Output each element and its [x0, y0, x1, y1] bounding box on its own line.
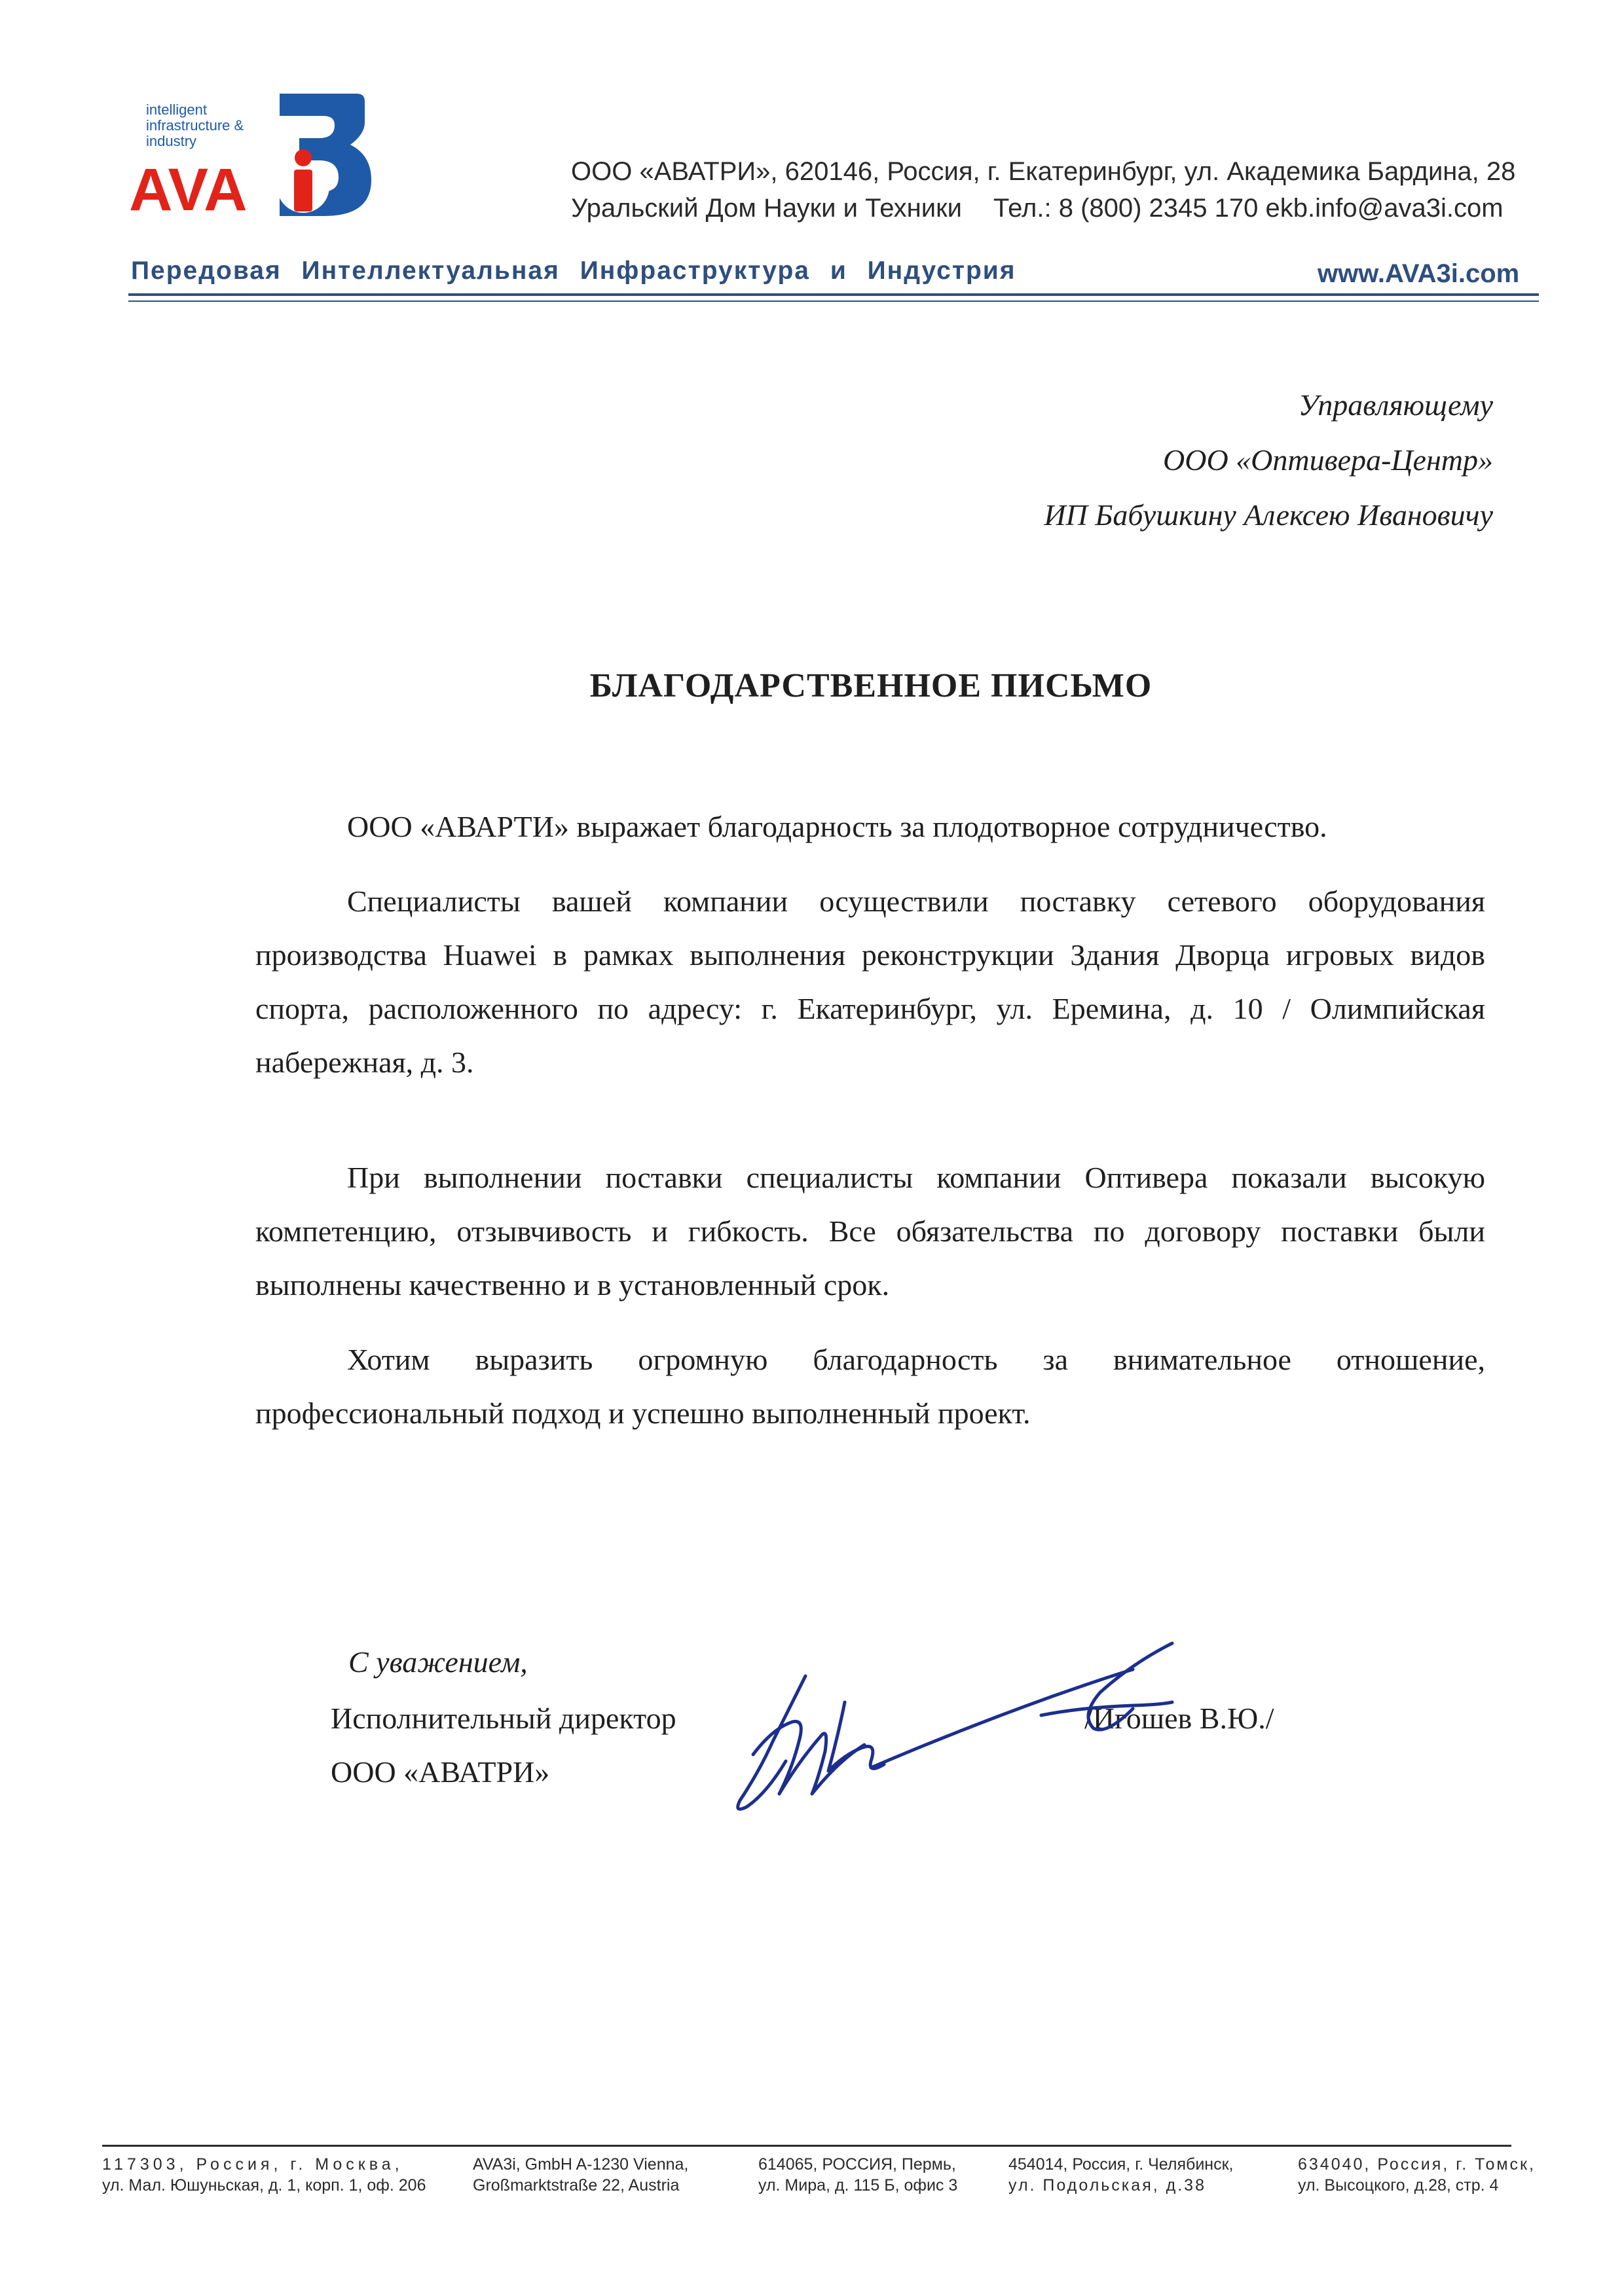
- footer-office-line: 117303, Россия, г. Москва,: [102, 2155, 403, 2174]
- letter-paragraph-2: Специалисты вашей компании осуществили поставку сетевого оборудования производства Huawei в рамках выполнения реконструкции Здания Дворца игровых видов спорта, расположенного по адресу: г. Екатеринбург, ул. Еремина, д. 10 / Олимпийская набережная, д. 3.: [255, 884, 1485, 1079]
- footer-office-line: Großmarktstraße 22, Austria: [473, 2176, 680, 2195]
- footer-office-perm: [758, 2154, 957, 2196]
- footer-office-line: ул. Высоцкого, д.28, стр. 4: [1298, 2176, 1499, 2195]
- signer-name: /Игошев В.Ю./: [1084, 1702, 1274, 1735]
- company-address: ООО «АВАТРИ», 620146, Россия, г. Екатеринбург, ул. Академика Бардина, 28: [571, 157, 1516, 186]
- letter-paragraph-4: Хотим выразить огромную благодарность за внимательное отношение, профессиональный подход и успешно выполненный проект.: [255, 1343, 1485, 1430]
- letter-paragraph-3: При выполнении поставки специалисты компании Оптивера показали высокую компетенцию, отзывчивость и гибкость. Все обязательства по договору поставки были выполнены качественно и в установленный срок.: [255, 1161, 1485, 1302]
- footer-office-line: ул. Подольская, д.38: [1008, 2176, 1206, 2195]
- footer-office-vienna: [473, 2154, 688, 2196]
- header-divider-thin: [128, 301, 1539, 302]
- footer-office-line: ул. Мал. Юшуньская, д. 1, корп. 1, оф. 206: [102, 2176, 426, 2195]
- footer-office-line: 634040, Россия, г. Томск,: [1298, 2155, 1536, 2174]
- signature-stroke-1: [738, 1676, 805, 1809]
- company-tagline: Передовая Интеллектуальная Инфраструктура и Индустрия: [131, 257, 1016, 285]
- addressee-role: Управляющему: [1298, 388, 1493, 422]
- company-logo: [128, 82, 383, 223]
- signature-stroke-6: [1041, 1702, 1172, 1715]
- letter-title: БЛАГОДАРСТВЕННОЕ ПИСЬМО: [589, 667, 1153, 704]
- signer-company: ООО «АВАТРИ»: [331, 1755, 550, 1789]
- company-building: Уральский Дом Науки и Техники: [571, 194, 962, 223]
- signer-position: Исполнительный директор: [331, 1702, 676, 1735]
- footer-divider: [102, 2145, 1511, 2147]
- footer-office-moscow: [102, 2154, 426, 2196]
- company-website: www.AVA3i.com: [1318, 259, 1520, 288]
- letter-closing: С уважением,: [348, 1645, 528, 1679]
- logo-graphic: [128, 82, 383, 223]
- logo-tagline-1: intelligent: [146, 101, 207, 118]
- footer-office-line: AVA3i, GmbH A-1230 Vienna,: [473, 2155, 689, 2174]
- signature-icon: [714, 1630, 1185, 1827]
- footer-office-chelyabinsk: [1008, 2154, 1233, 2196]
- addressee-person: ИП Бабушкину Алексею Ивановичу: [1044, 498, 1493, 532]
- logo-i-stem: [294, 170, 312, 211]
- logo-tagline-2: infrastructure &: [146, 117, 244, 134]
- signature-stroke-3: [828, 1702, 884, 1771]
- footer-office-line: 614065, РОССИЯ, Пермь,: [758, 2155, 956, 2174]
- logo-tagline-3: industry: [146, 133, 197, 149]
- logo-i-dot: [295, 149, 312, 166]
- footer-office-tomsk: [1298, 2154, 1536, 2196]
- handwritten-signature: [714, 1630, 1185, 1827]
- company-contacts: [571, 194, 1504, 223]
- signature-stroke-5: [1088, 1643, 1172, 1730]
- header-divider-thick: [128, 293, 1539, 296]
- footer-office-line: 454014, Россия, г. Челябинск,: [1008, 2155, 1234, 2174]
- addressee-company: ООО «Оптивера-Центр»: [1163, 443, 1493, 477]
- signature-stroke-4: [871, 1669, 1133, 1768]
- company-phone-email: Тел.: 8 (800) 2345 170 ekb.info@ava3i.com: [993, 194, 1504, 223]
- logo-brand-ava: AVA: [129, 156, 248, 223]
- letter-paragraph-1: ООО «АВАРТИ» выражает благодарность за плодотворное сотрудничество.: [347, 810, 1327, 843]
- footer-office-line: ул. Мира, д. 115 Б, офис 3: [758, 2176, 958, 2195]
